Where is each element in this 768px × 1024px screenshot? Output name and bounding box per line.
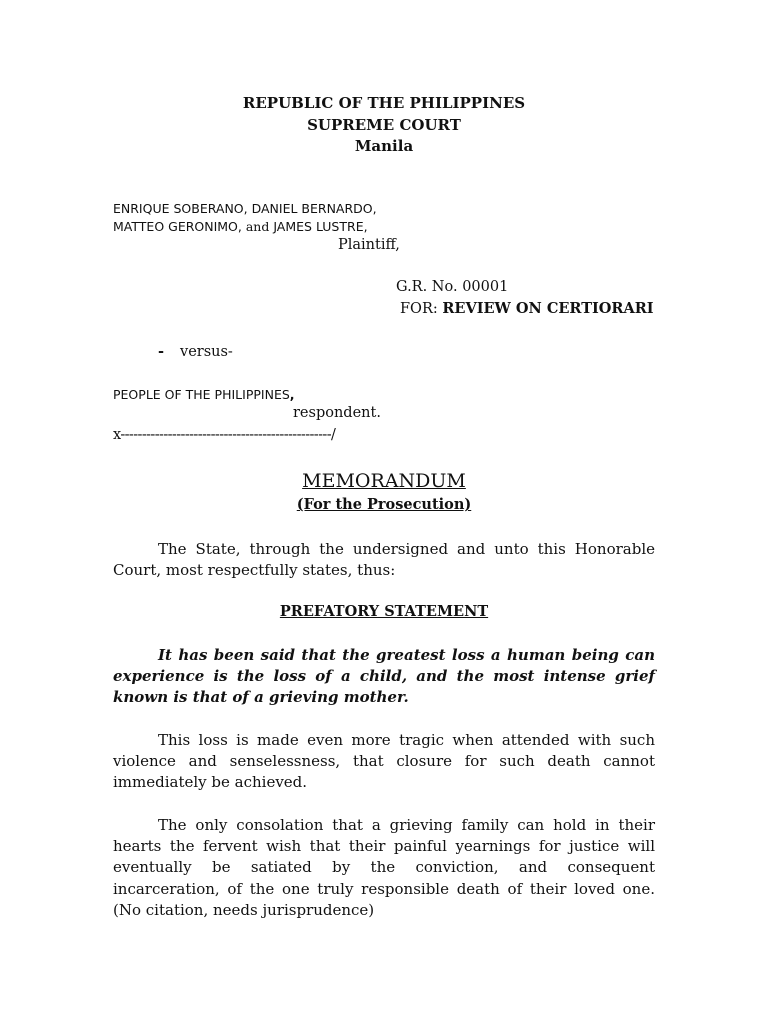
plaintiffs-names-a: MATTEO GERONIMO,: [113, 219, 246, 234]
body-paragraph-2: This loss is made even more tragic when attended with such violence and senselessness, that closure for such death cannot immediately be achieved.: [113, 731, 655, 792]
plaintiffs-line-1: ENRIQUE SOBERANO, DANIEL BERNARDO,: [113, 201, 377, 216]
body-paragraph-3: The only consolation that a grieving family can hold in their hearts the fervent wish that their painful yearnings for justice will eventually be satiated by the conviction, and consequent incarceration, of the one truly responsible death of their loved one. (No citation, needs jurisprudence): [113, 816, 655, 919]
case-number: G.R. No. 00001: [396, 279, 509, 295]
document-title: MEMORANDUM: [302, 470, 466, 492]
respondent-comma: ,: [289, 387, 295, 402]
caption-separator: x-------------------------------------------------/: [113, 427, 336, 443]
case-for-line: [400, 300, 654, 317]
for-label: FOR:: [400, 301, 443, 317]
respondent-role: respondent.: [293, 405, 381, 421]
for-value: REVIEW ON CERTIORARI: [442, 300, 654, 317]
plaintiff-role: Plaintiff,: [338, 237, 400, 253]
respondent-name-line: [113, 387, 295, 402]
section-heading: PREFATORY STATEMENT: [279, 603, 489, 620]
prefatory-quote: It has been said that the greatest loss a human being can experience is the loss of a child, and the most intense grief known is that of a grieving mother.: [113, 646, 655, 707]
header-republic: REPUBLIC OF THE PHILIPPINES: [242, 94, 526, 112]
plaintiffs-names-b: JAMES LUSTRE,: [269, 219, 368, 234]
document-subtitle: (For the Prosecution): [296, 496, 472, 513]
plaintiffs-and: and: [245, 219, 270, 234]
intro-paragraph: The State, through the undersigned and unto this Honorable Court, most respectfully states, thus:: [113, 540, 655, 580]
respondent-name: PEOPLE OF THE PHILIPPINES: [113, 387, 290, 402]
header-city: Manila: [354, 137, 414, 155]
header-court: SUPREME COURT: [307, 116, 461, 134]
versus-text: versus-: [180, 344, 233, 360]
versus-dash: -: [158, 343, 165, 360]
plaintiffs-line-2: [113, 219, 368, 234]
